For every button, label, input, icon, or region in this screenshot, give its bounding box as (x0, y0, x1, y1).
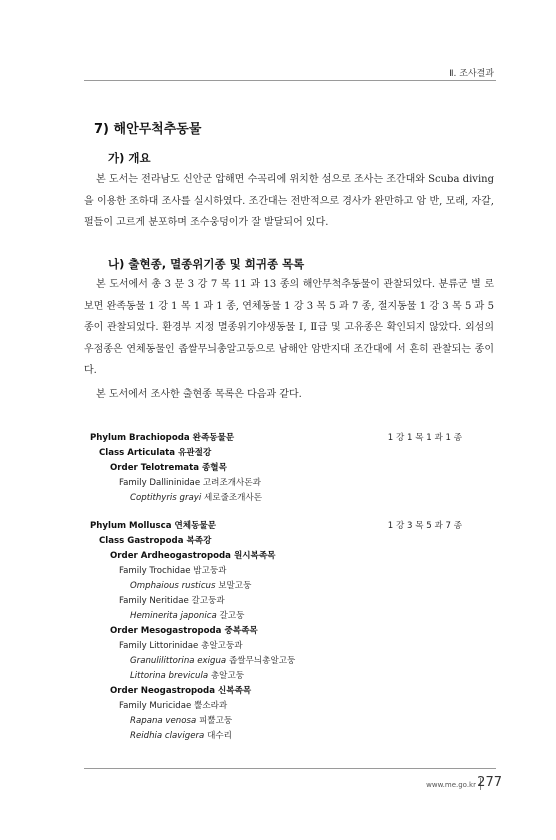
species-latin: Rapana venosa (130, 716, 197, 726)
taxon-species (130, 729, 232, 741)
taxon-species (130, 654, 295, 666)
species-line: 로 보면 완족동물 1 강 1 목 1 과 1 종, 연체동물 1 강 3 목 5 과 7 종, 절지동물 1 강 3 목 (84, 279, 494, 312)
species-korean: 보말고둥 (218, 581, 252, 591)
species-latin: Granulilittorina exigua (130, 656, 227, 666)
overview-line: 본 도서는 전라남도 신안군 압해면 수곡리에 위치한 섬으로 조사는 조간대와 Scuba (96, 174, 460, 185)
taxon-family: Family Neritidae 갈고둥과 (119, 596, 225, 606)
species-korean: 갈고둥 (219, 611, 245, 621)
taxon-class: Class Gastropoda 복족강 (99, 536, 212, 546)
species-latin: Reidhia clavigera (130, 731, 205, 741)
page-number: 277 (477, 775, 502, 790)
species-line: 본 도서에서 총 3 문 3 강 7 목 11 과 13 종의 해안무척추동물이 관찰되었다. 분류군 별 (96, 279, 481, 290)
taxon-family: Family Dallininidae 고려조개사돈과 (119, 478, 261, 488)
species-korean: 대수리 (207, 731, 232, 741)
species-paragraph (84, 274, 494, 382)
overview-line: 반, 모래, 자갈, 펄들이 고르게 분포하며 조수웅덩이가 잘 발달되어 있다. (84, 195, 494, 228)
taxon-species (130, 491, 262, 503)
taxon-species (130, 669, 244, 681)
species-latin: Coptithyris grayi (130, 493, 202, 503)
overview-paragraph (84, 169, 494, 234)
section-title: 7) 해안무척추동물 (94, 122, 202, 137)
taxon-order: Order Ardheogastropoda 원시복족목 (110, 551, 276, 561)
taxon-species (130, 609, 244, 621)
species-latin: Heminerita japonica (130, 611, 217, 621)
species-latin: Omphaious rusticus (130, 581, 216, 591)
taxon-order: Order Mesogastropoda 중복족목 (110, 626, 258, 636)
taxon-order: Order Telotremata 종혈목 (110, 463, 227, 473)
species-line: 5 과 5 종이 관찰되었다. 환경부 지정 멸종위기야생동물 Ⅰ, Ⅱ급 및 고유종은 확인되지 (84, 300, 494, 333)
subsection-title-overview: 가) 개요 (108, 151, 151, 165)
species-korean: 총알고둥 (210, 671, 245, 681)
subsection-title-species: 나) 출현종, 멸종위기종 및 희귀종 목록 (108, 257, 305, 271)
species-line: 않았다. 외섬의 우점종은 연체동물인 좁쌀무늬총알고둥으로 남해안 암반지대 조간대에 (84, 322, 494, 355)
taxon-phylum: Phylum Mollusca 연체동물문 (90, 521, 217, 531)
taxon-species (130, 714, 232, 726)
taxon-order: Order Neogastropoda 신복족목 (110, 686, 252, 696)
species-korean: 좁쌀무늬총알고둥 (228, 656, 296, 666)
overview-line: diving 을 이용한 조하대 조사를 실시하였다. 조간대는 전반적으로 경사가 완만하고 암 (84, 174, 494, 207)
taxon-species (130, 579, 251, 591)
species-korean: 피뿔고둥 (198, 716, 233, 726)
taxon-family: Family Littorinidae 총알고둥과 (119, 641, 243, 651)
footer-rule (84, 768, 496, 769)
species-latin: Littorina brevicula (130, 671, 209, 681)
chapter-header: Ⅱ. 조사결과 (449, 69, 494, 79)
taxon-class: Class Articulata 유관절강 (99, 448, 212, 458)
taxon-count: 1 강 3 목 5 과 7 종 (387, 521, 462, 531)
species-line: 서 흔히 관찰되는 종이다. (84, 343, 494, 376)
taxon-family: Family Trochidae 밤고둥과 (119, 566, 227, 576)
taxon-family: Family Muricidae 뿔소라과 (119, 701, 228, 711)
taxon-phylum: Phylum Brachiopoda 완족동물문 (90, 433, 235, 443)
header-rule (84, 80, 496, 81)
list-intro: 본 도서에서 조사한 출현종 목록은 다음과 같다. (96, 389, 302, 400)
species-korean: 세로줄조개사돈 (203, 493, 263, 503)
footer-url: www.me.go.kr (426, 781, 476, 789)
taxon-count: 1 강 1 목 1 과 1 종 (387, 433, 462, 443)
